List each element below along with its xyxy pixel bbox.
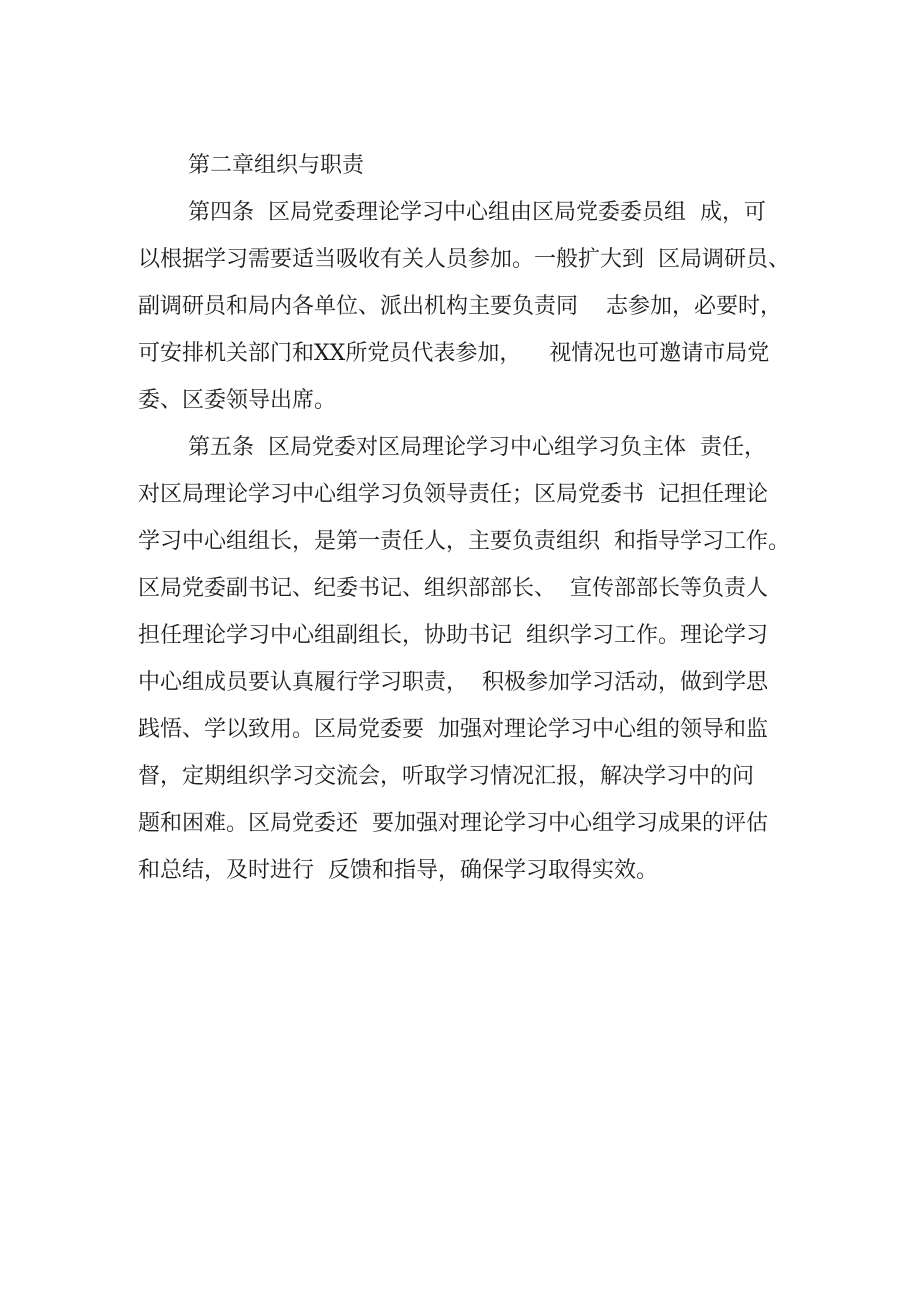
article-4-line: 第四条 区局党委理论学习中心组由区局党委委员组 成，可	[188, 200, 766, 225]
article-5-line: 题和困难。区局党委还 要加强对理论学习中心组学习成果的评估	[138, 811, 768, 836]
article-5-line: 督，定期组织学习交流会，听取学习情况汇报，解决学习中的问	[138, 764, 755, 789]
article-5-line: 中心组成员要认真履行学习职责， 积极参加学习活动，做到学思	[138, 670, 768, 695]
article-5-paragraph	[138, 424, 798, 894]
article-4-line: 可安排机关部门和XX所党员代表参加， 视情况也可邀请市局党	[138, 341, 770, 366]
article-4-paragraph	[138, 189, 798, 424]
article-4-line: 以根据学习需要适当吸收有关人员参加。一般扩大到 区局调研员、	[138, 247, 790, 272]
article-5-line: 担任理论学习中心组副组长，协助书记 组织学习工作。理论学习	[138, 623, 768, 648]
chapter-heading: 第二章组织与职责	[188, 153, 365, 178]
article-4-line: 委、区委领导出席。	[138, 388, 337, 413]
article-5-line: 践悟、学以致用。区局党委要 加强对理论学习中心组的领导和监	[138, 717, 768, 742]
article-5-line: 和总结，及时进行 反馈和指导，确保学习取得实效。	[138, 858, 658, 883]
article-4-line: 副调研员和局内各单位、派出机构主要负责同 志参加，必要时，	[138, 294, 782, 319]
article-5-line: 第五条 区局党委对区局理论学习中心组学习负主体 责任，	[188, 435, 766, 460]
article-5-line: 区局党委副书记、纪委书记、组织部部长、 宣传部部长等负责人	[138, 576, 768, 601]
article-5-line: 学习中心组组长，是第一责任人，主要负责组织 和指导学习工作。	[138, 529, 790, 554]
article-5-line: 对区局理论学习中心组学习负领导责任；区局党委书 记担任理论	[138, 482, 768, 507]
document-body	[138, 142, 798, 894]
